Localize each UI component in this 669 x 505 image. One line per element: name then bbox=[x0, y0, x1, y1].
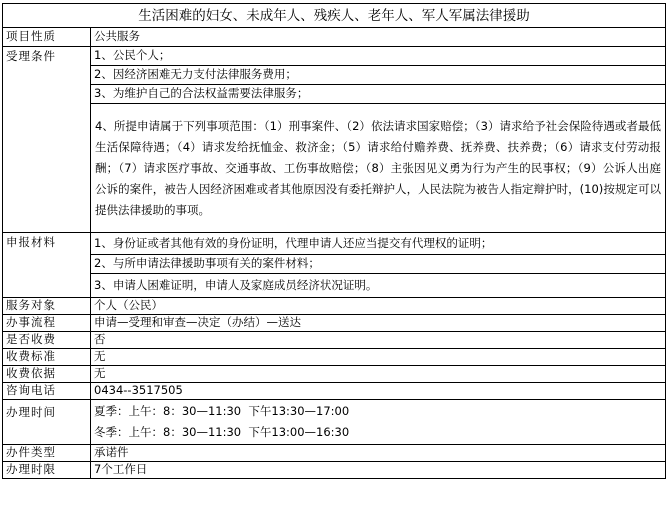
condition-item: 1、公民个人； bbox=[91, 47, 666, 66]
value-hours bbox=[91, 400, 666, 445]
row-conditions-1 bbox=[3, 47, 666, 66]
row-materials-2 bbox=[3, 255, 666, 274]
value-service-target: 个人（公民） bbox=[91, 298, 666, 315]
row-process bbox=[3, 315, 666, 332]
value-phone: 0434--3517505 bbox=[91, 383, 666, 400]
label-service-target: 服务对象 bbox=[3, 298, 91, 315]
label-charge: 是否收费 bbox=[3, 332, 91, 349]
row-project-nature bbox=[3, 28, 666, 47]
hours-summer: 夏季：上午：8：30—11:30 下午13:30—17:00 bbox=[94, 404, 350, 418]
value-doc-type: 承诺件 bbox=[91, 445, 666, 462]
row-hours bbox=[3, 400, 666, 445]
condition-item: 3、为维护自己的合法权益需要法律服务； bbox=[91, 85, 666, 104]
label-conditions: 受理条件 bbox=[3, 47, 91, 233]
label-phone: 咨询电话 bbox=[3, 383, 91, 400]
row-charge-standard bbox=[3, 349, 666, 366]
label-hours: 办理时间 bbox=[3, 400, 91, 445]
row-doc-type bbox=[3, 445, 666, 462]
row-conditions-4 bbox=[3, 104, 666, 233]
row-service-target bbox=[3, 298, 666, 315]
label-charge-basis: 收费依据 bbox=[3, 366, 91, 383]
row-materials-1 bbox=[3, 233, 666, 255]
row-time-limit bbox=[3, 462, 666, 479]
label-materials: 申报材料 bbox=[3, 233, 91, 298]
row-charge-basis bbox=[3, 366, 666, 383]
row-phone bbox=[3, 383, 666, 400]
row-materials-3 bbox=[3, 274, 666, 298]
label-charge-standard: 收费标准 bbox=[3, 349, 91, 366]
value-process: 申请—受理和审查—决定（办结）—送达 bbox=[91, 315, 666, 332]
value-charge: 否 bbox=[91, 332, 666, 349]
label-doc-type: 办件类型 bbox=[3, 445, 91, 462]
hours-winter: 冬季：上午：8：30—11:30 下午13:00—16:30 bbox=[94, 425, 350, 439]
row-conditions-2 bbox=[3, 66, 666, 85]
value-time-limit: 7个工作日 bbox=[91, 462, 666, 479]
row-charge bbox=[3, 332, 666, 349]
row-conditions-3 bbox=[3, 85, 666, 104]
label-time-limit: 办理时限 bbox=[3, 462, 91, 479]
value-charge-basis: 无 bbox=[91, 366, 666, 383]
condition-item-scope: 4、所提申请属于下列事项范围：（1）刑事案件、（2）依法请求国家赔偿；（3）请求给予社会保险待遇或者最低生活保障待遇；（4）请求发给抚恤金、救济金；（5）请求给付赡养费、抚养费、扶养费；（6）请求支付劳动报酬；（7）请求医疗事故、交通事故、工伤事故赔偿；（8）主张因见义勇为行为产生的民事权；（9）公诉人出庭公诉的案件，被告人因经济困难或者其他原因没有委托辩护人，人民法院为被告人指定辩护时，(10)按规定可以提供法律援助的事项。 bbox=[91, 104, 666, 233]
legal-aid-table bbox=[2, 3, 666, 479]
label-process: 办事流程 bbox=[3, 315, 91, 332]
table-title: 生活困难的妇女、未成年人、残疾人、老年人、军人军属法律援助 bbox=[3, 4, 666, 28]
label-project-nature: 项目性质 bbox=[3, 28, 91, 47]
material-item: 1、身份证或者其他有效的身份证明，代理申请人还应当提交有代理权的证明； bbox=[91, 233, 666, 255]
material-item: 3、申请人困难证明，申请人及家庭成员经济状况证明。 bbox=[91, 274, 666, 298]
value-project-nature: 公共服务 bbox=[91, 28, 666, 47]
value-charge-standard: 无 bbox=[91, 349, 666, 366]
material-item: 2、与所申请法律援助事项有关的案件材料； bbox=[91, 255, 666, 274]
condition-item: 2、因经济困难无力支付法律服务费用； bbox=[91, 66, 666, 85]
title-row bbox=[3, 4, 666, 28]
